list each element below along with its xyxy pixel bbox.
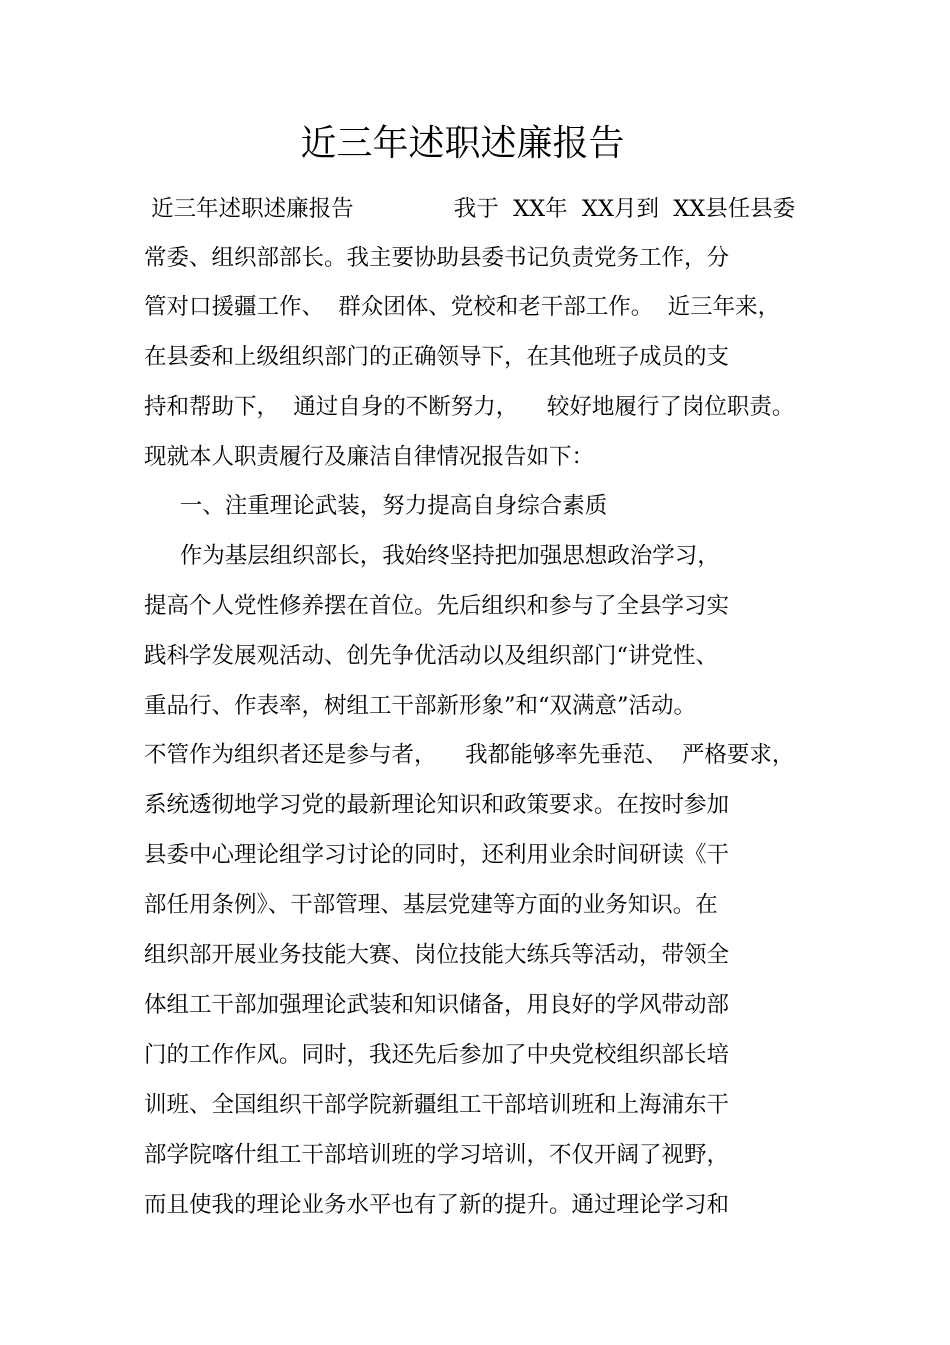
body-line: 常委、组织部部长。我主要协助县委书记负责党务工作，分: [144, 245, 730, 271]
body-line: 不管作为组织者还是参与者， 我都能够率先垂范、 严格要求，: [144, 742, 795, 768]
body-line: 县委中心理论组学习讨论的同时，还利用业余时间研读《干: [144, 842, 730, 868]
body-line: 部学院喀什组工干部培训班的学习培训，不仅开阔了视野，: [144, 1142, 730, 1168]
body-line: 持和帮助下， 通过自身的不断努力， 较好地履行了岗位职责。: [144, 394, 795, 420]
body-line: 重品行、作表率，树组工干部新形象”和“双满意”活动。: [144, 693, 697, 719]
body-line: 管对口援疆工作、 群众团体、党校和老干部工作。 近三年来，: [144, 294, 781, 320]
body-line: 训班、全国组织干部学院新疆组工干部培训班和上海浦东干: [144, 1092, 730, 1118]
body-line: 门的工作作风。同时，我还先后参加了中央党校组织部长培: [144, 1042, 730, 1068]
body-line: 体组工干部加强理论武装和知识储备，用良好的学风带动部: [144, 992, 730, 1018]
body-line: 近三年述职述廉报告 我于 XX年 XX月到 XX县任县委: [144, 196, 796, 222]
body-line: 组织部开展业务技能大赛、岗位技能大练兵等活动，带领全: [144, 942, 730, 968]
body-line: 部任用条例》、干部管理、基层党建等方面的业务知识。在: [144, 892, 718, 918]
section-heading: 一、注重理论武装，努力提高自身综合素质: [144, 493, 608, 519]
body-line: 践科学发展观活动、创先争优活动以及组织部门“讲党性、: [144, 643, 719, 669]
document-title: 近三年述职述廉报告: [300, 123, 625, 164]
body-line: 提高个人党性修养摆在首位。先后组织和参与了全县学习实: [144, 593, 730, 619]
body-line: 现就本人职责履行及廉洁自律情况报告如下：: [144, 444, 595, 470]
body-line: 作为基层组织部长，我始终坚持把加强思想政治学习，: [144, 543, 720, 569]
body-line: 系统透彻地学习党的最新理论知识和政策要求。在按时参加: [144, 792, 730, 818]
body-line: 而且使我的理论业务水平也有了新的提升。通过理论学习和: [144, 1192, 730, 1218]
body-line: 在县委和上级组织部门的正确领导下，在其他班子成员的支: [144, 344, 730, 370]
